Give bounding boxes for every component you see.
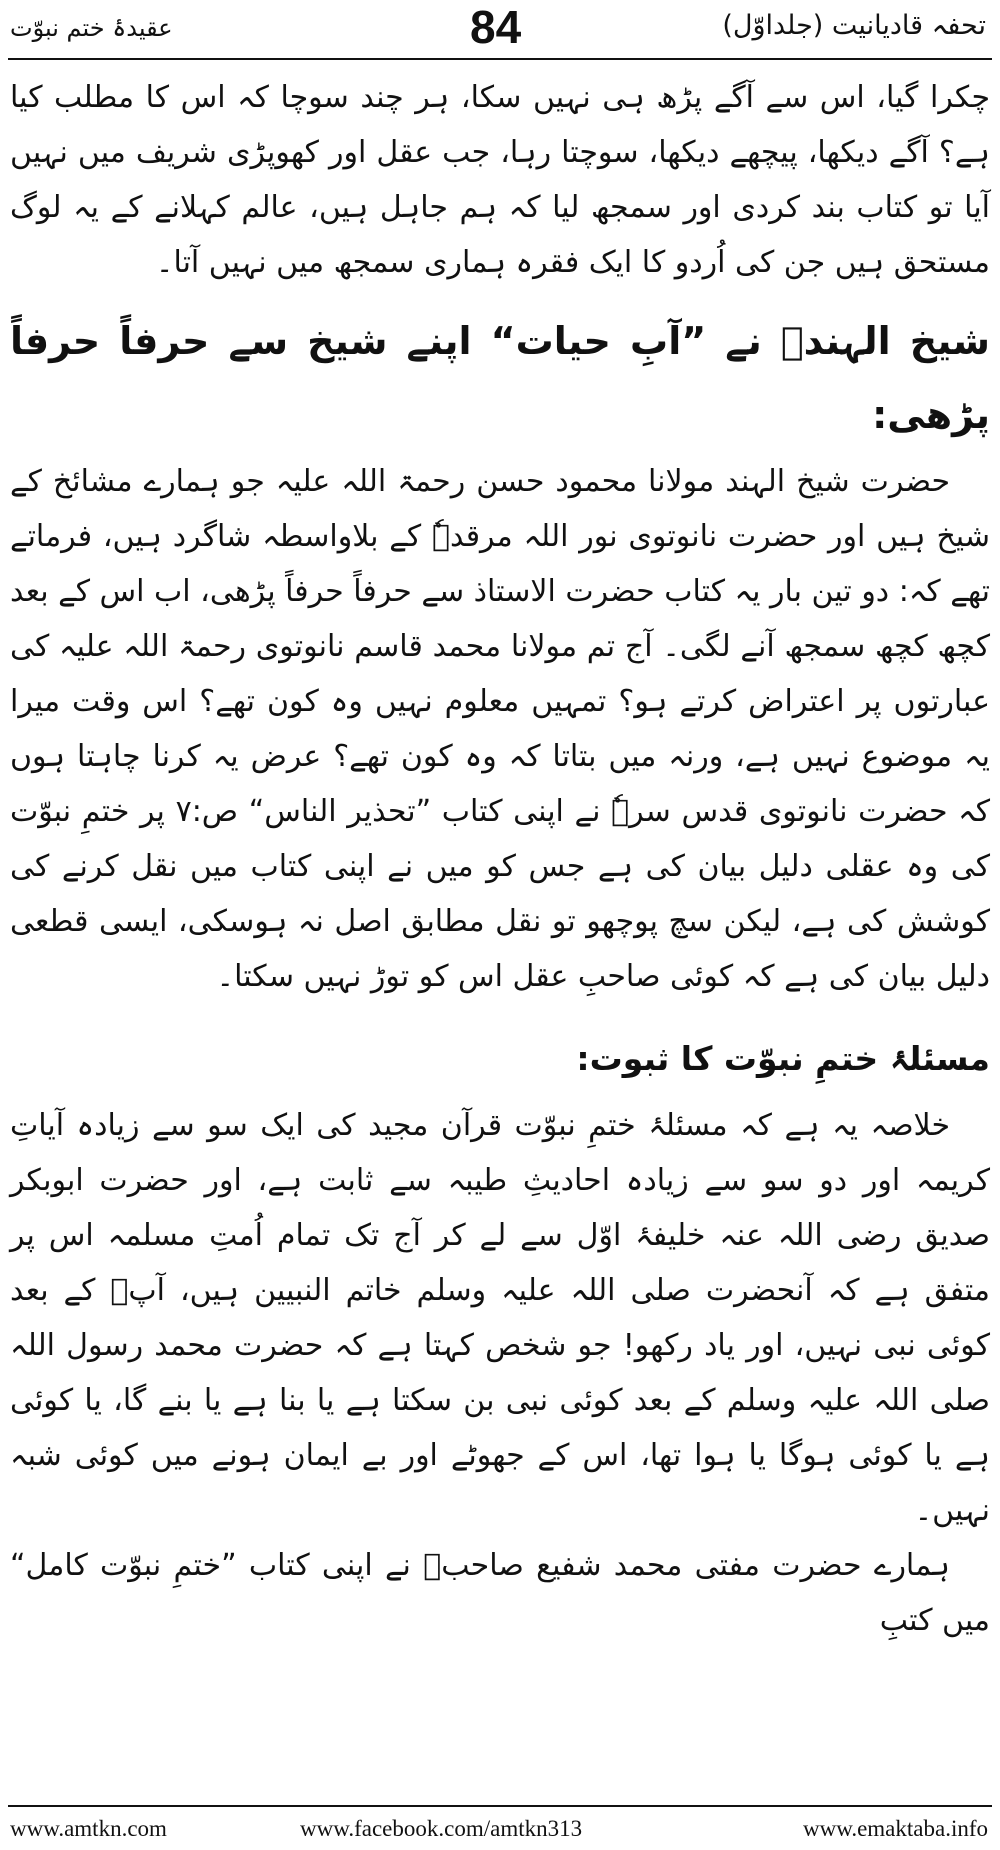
page-number: 84 — [470, 1, 522, 53]
footer-link-facebook[interactable]: www.facebook.com/amtkn313 — [300, 1816, 583, 1841]
heading-sheikh-ul-hind: شیخ الہندؒ نے ”آبِ حیات“ اپنے شیخ سے حرفاً حرفاً پڑھی: — [10, 319, 990, 437]
paragraph-3: خلاصہ یہ ہے کہ مسئلۂ ختمِ نبوّت قرآن مجید کی ایک سو سے زیادہ آیاتِ کریمہ اور دو سو سے زیادہ احادیثِ طیبہ سے ثابت ہے، اور حضرت ابوبکر صدیق رضی اللہ عنہ خلیفۂ اوّل سے لے کر آج تک تمام اُمتِ مسلمہ اس پر متفق ہے کہ آنحضرت صلی اللہ علیہ وسلم خاتم النبیین ہیں، آپؐ کے بعد کوئی نبی نہیں، اور یاد رکھو! جو شخص کہتا ہے کہ حضرت محمد رسول اللہ صلی اللہ علیہ وسلم کے بعد کوئی نبی بن سکتا ہے یا بنا ہے یا بنے گا، یا کوئی ہے یا کوئی ہوگا یا ہوا تھا، اس کے جھوٹے اور بے ایمان ہونے میں کوئی شبہ نہیں۔ — [10, 1108, 990, 1528]
heading-khatm-e-nubuwwat-proof: مسئلۂ ختمِ نبوّت کا ثبوت: — [576, 1039, 990, 1078]
footer-divider — [8, 1805, 992, 1807]
paragraph-2: حضرت شیخ الہند مولانا محمود حسن رحمۃ اللہ علیہ جو ہمارے مشائخ کے شیخ ہیں اور حضرت نانوتوی نور اللہ مرقدہٗ کے بلاواسطہ شاگرد ہیں، فرماتے تھے کہ: دو تین بار یہ کتاب حضرت الاستاذ سے حرفاً حرفاً پڑھی، اب اس کے بعد کچھ کچھ سمجھ آنے لگی۔ آج تم مولانا محمد قاسم نانوتوی رحمۃ اللہ علیہ کی عبارتوں پر اعتراض کرتے ہو؟ تمہیں معلوم نہیں وہ کون تھے؟ اس وقت میرا یہ موضوع نہیں ہے، ورنہ میں بتاتا کہ وہ کون تھے؟ عرض یہ کرنا چاہتا ہوں کہ حضرت نانوتوی قدس سرہٗ نے اپنی کتاب ”تحذیر الناس“ ص:۷ پر ختمِ نبوّت کی وہ عقلی دلیل بیان کی ہے جس کو میں نے اپنی کتاب میں نقل کرنے کی کوشش کی ہے، لیکن سچ پوچھو تو نقل مطابق اصل نہ ہوسکی، ایسی قطعی دلیل بیان کی ہے کہ کوئی صاحبِ عقل اس کو توڑ نہیں سکتا۔ — [10, 464, 991, 994]
book-title: تحفہ قادیانیت (جلداوّل) — [722, 10, 986, 41]
section-title: عقیدۂ ختم نبوّت — [10, 14, 173, 42]
page-body — [10, 70, 990, 1648]
header-divider — [8, 58, 992, 60]
page-header — [0, 0, 1000, 58]
footer-link-amtkn[interactable]: www.amtkn.com — [10, 1816, 167, 1841]
paragraph-1: چکرا گیا، اس سے آگے پڑھ ہی نہیں سکا، ہر چند سوچا کہ اس کا مطلب کیا ہے؟ آگے دیکھا، پیچھے دیکھا، سوچتا رہا، جب عقل اور کھوپڑی شریف میں نہیں آیا تو کتاب بند کردی اور سمجھ لیا کہ ہم جاہل ہیں، عالم کہلانے کے یہ لوگ مستحق ہیں جن کی اُردو کا ایک فقرہ ہماری سمجھ میں نہیں آتا۔ — [10, 80, 990, 280]
footer-link-emaktaba[interactable]: www.emaktaba.info — [803, 1816, 988, 1841]
page-footer — [0, 1812, 1000, 1846]
paragraph-4: ہمارے حضرت مفتی محمد شفیع صاحبؒ نے اپنی کتاب ”ختمِ نبوّت کامل“ میں کتبِ — [10, 1548, 990, 1638]
